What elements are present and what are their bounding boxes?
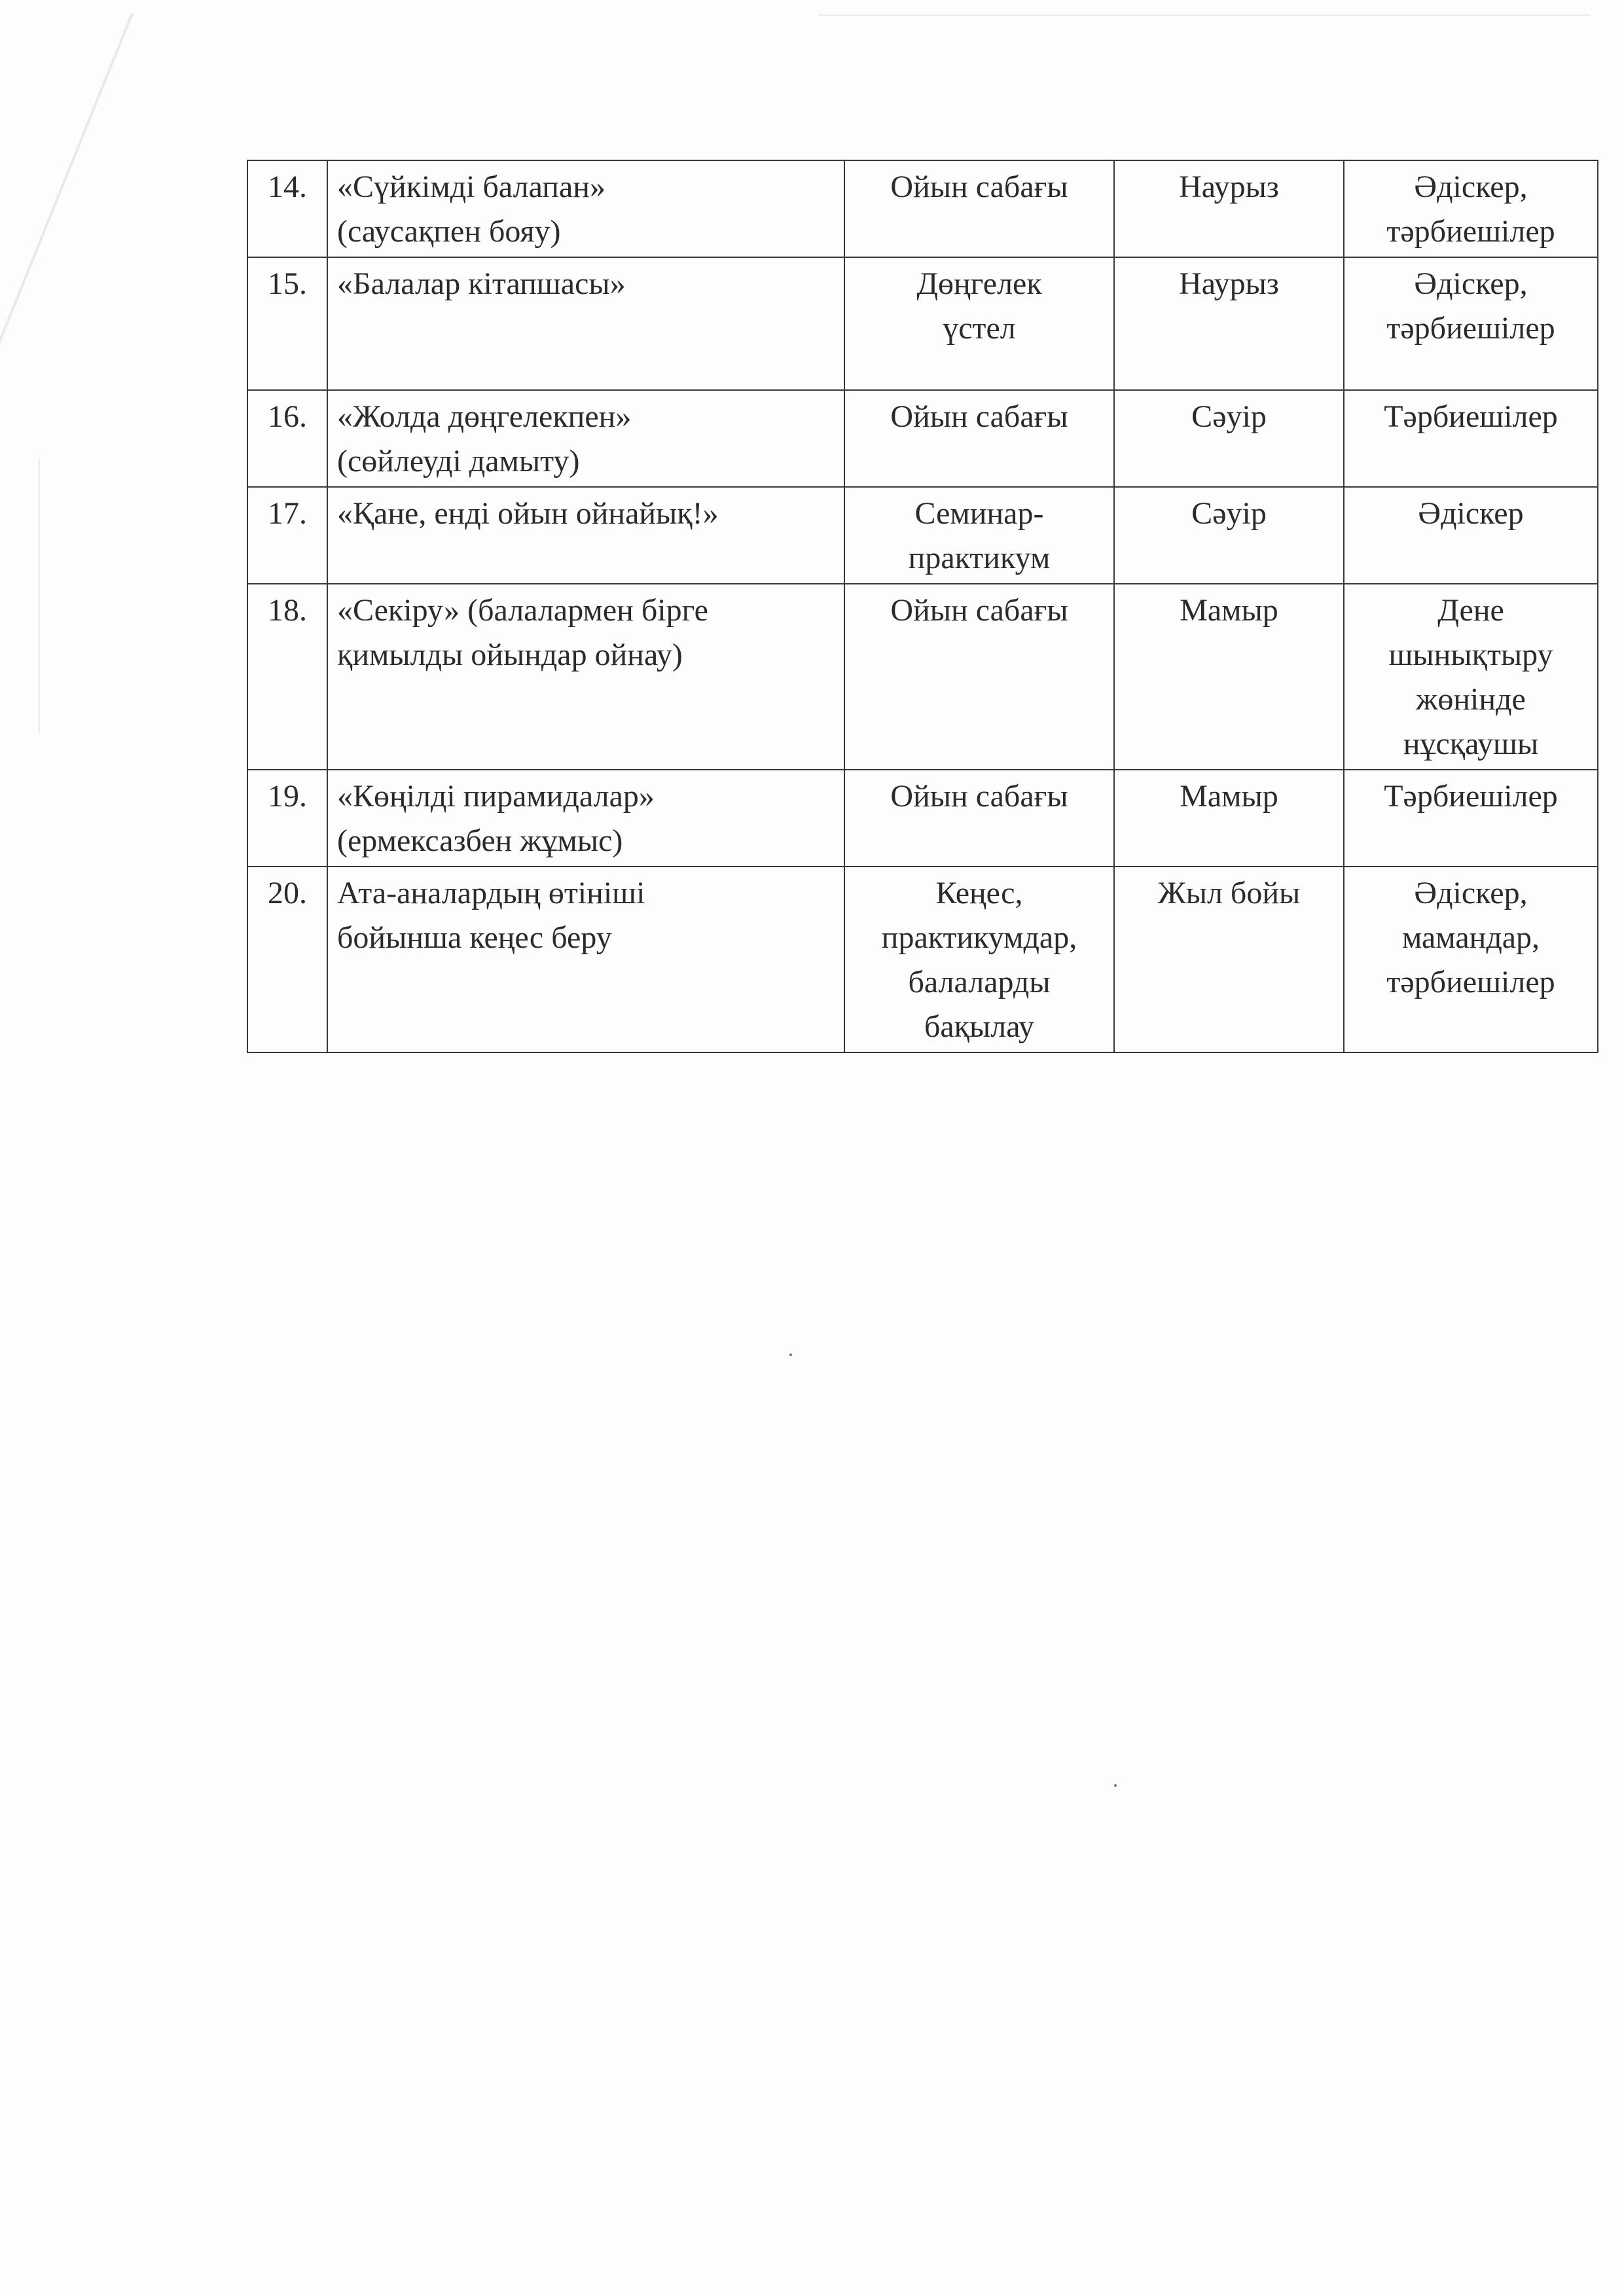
event-time: Наурыз — [1114, 257, 1344, 390]
event-responsible-line: Тәрбиешілер — [1384, 399, 1558, 434]
row-number: 16. — [247, 390, 327, 487]
table-row — [247, 584, 1598, 770]
scan-artifact-shadow — [38, 458, 40, 733]
table-row — [247, 390, 1598, 487]
table-row — [247, 770, 1598, 867]
event-title — [327, 160, 844, 257]
event-responsible-line: Әдіскер, — [1414, 266, 1528, 301]
event-title — [327, 390, 844, 487]
event-form — [844, 584, 1114, 770]
table-row — [247, 867, 1598, 1052]
event-form-line: Ойын сабағы — [890, 170, 1068, 204]
event-title-line: «Қане, енді ойын ойнайық!» — [337, 496, 719, 531]
event-title-line: (саусақпен бояу) — [337, 214, 561, 249]
event-title — [327, 584, 844, 770]
row-number: 14. — [247, 160, 327, 257]
row-number: 15. — [247, 257, 327, 390]
event-form-line: Ойын сабағы — [890, 593, 1068, 628]
event-form — [844, 160, 1114, 257]
event-responsible-line: тәрбиешілер — [1386, 311, 1555, 346]
event-responsible — [1344, 584, 1598, 770]
event-form-line: балаларды — [908, 965, 1051, 999]
event-responsible — [1344, 867, 1598, 1052]
row-number: 18. — [247, 584, 327, 770]
event-form — [844, 487, 1114, 584]
event-title-line: Ата-аналардың өтініші — [337, 876, 645, 910]
event-responsible — [1344, 160, 1598, 257]
event-responsible — [1344, 390, 1598, 487]
event-responsible — [1344, 487, 1598, 584]
row-number: 20. — [247, 867, 327, 1052]
table-row — [247, 160, 1598, 257]
event-title-line: (ермексазбен жұмыс) — [337, 823, 623, 858]
event-responsible — [1344, 770, 1598, 867]
event-responsible-line: Әдіскер — [1418, 496, 1524, 531]
event-title-line: «Секіру» (балалармен бірге — [337, 593, 708, 628]
event-form-line: Семинар- — [914, 496, 1044, 531]
scan-speck — [789, 1354, 792, 1356]
event-title-line: «Көңілді пирамидалар» — [337, 779, 655, 814]
event-responsible-line: мамандар, — [1401, 920, 1540, 955]
table-row — [247, 257, 1598, 390]
event-title — [327, 257, 844, 390]
scan-artifact-line — [0, 13, 134, 354]
event-title — [327, 487, 844, 584]
event-title-line: (сөйлеуді дамыту) — [337, 444, 580, 478]
event-responsible-line: шынықтыру — [1388, 637, 1553, 672]
scan-artifact-edge — [818, 14, 1591, 16]
row-number: 17. — [247, 487, 327, 584]
event-responsible-line: Дене — [1437, 593, 1504, 628]
event-time: Сәуір — [1114, 487, 1344, 584]
event-form-line: үстел — [943, 311, 1016, 346]
scan-speck — [1114, 1784, 1117, 1787]
event-responsible-line: Тәрбиешілер — [1384, 779, 1558, 814]
event-form — [844, 257, 1114, 390]
event-time: Жыл бойы — [1114, 867, 1344, 1052]
event-responsible-line: жөнінде — [1416, 682, 1526, 717]
event-responsible-line: Әдіскер, — [1414, 876, 1528, 910]
event-form — [844, 390, 1114, 487]
event-title-line: «Сүйкімді балапан» — [337, 170, 605, 204]
event-form-line: Дөңгелек — [916, 266, 1042, 301]
event-form-line: бақылау — [924, 1009, 1035, 1044]
event-title-line: қимылды ойындар ойнау) — [337, 637, 683, 672]
event-form — [844, 867, 1114, 1052]
event-form-line: Кеңес, — [935, 876, 1023, 910]
event-responsible-line: тәрбиешілер — [1386, 965, 1555, 999]
event-time: Наурыз — [1114, 160, 1344, 257]
events-table — [247, 160, 1598, 1053]
event-responsible-line: тәрбиешілер — [1386, 214, 1555, 249]
event-responsible-line: нұсқаушы — [1403, 726, 1539, 761]
table-row — [247, 487, 1598, 584]
event-responsible-line: Әдіскер, — [1414, 170, 1528, 204]
event-title-line: «Жолда дөңгелекпен» — [337, 399, 632, 434]
event-responsible — [1344, 257, 1598, 390]
event-time: Мамыр — [1114, 584, 1344, 770]
event-title — [327, 770, 844, 867]
event-form — [844, 770, 1114, 867]
event-title-line: бойынша кеңес беру — [337, 920, 612, 955]
row-number: 19. — [247, 770, 327, 867]
event-time: Сәуір — [1114, 390, 1344, 487]
event-form-line: практикумдар, — [881, 920, 1077, 955]
event-form-line: практикум — [908, 541, 1051, 575]
event-time: Мамыр — [1114, 770, 1344, 867]
event-title — [327, 867, 844, 1052]
event-form-line: Ойын сабағы — [890, 779, 1068, 814]
event-title-line: «Балалар кітапшасы» — [337, 266, 626, 301]
event-form-line: Ойын сабағы — [890, 399, 1068, 434]
